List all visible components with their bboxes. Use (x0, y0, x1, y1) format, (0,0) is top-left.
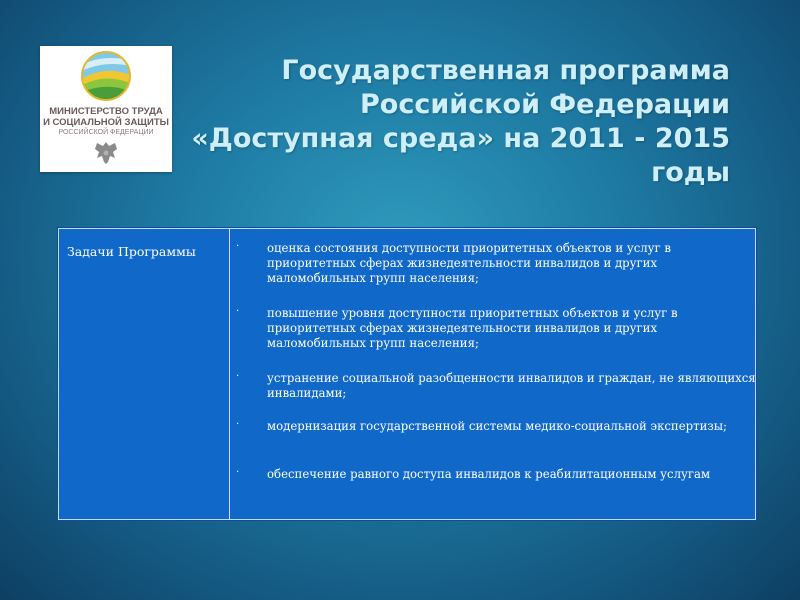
eagle-emblem-icon (95, 142, 117, 164)
list-item-text: повышение уровня доступности приоритетных объектов и услуг в приоритетных сферах жизнедеятельности инвалидов и других маломобильных групп населения; (267, 306, 678, 350)
list-item-text: модернизация государственной системы медико-социальной экспертизы; (267, 419, 727, 433)
ministry-logo (40, 46, 172, 172)
bullet-icon: · (236, 371, 240, 382)
list-item-text: оценка состояния доступности приоритетных объектов и услуг в приоритетных сферах жизнедеятельности инвалидов и других маломобильных групп населения; (267, 241, 671, 285)
table-label: Задачи Программы (67, 244, 196, 259)
bullet-icon: · (236, 306, 240, 317)
table-content-cell (230, 229, 755, 519)
logo-line-1: МИНИСТЕРСТВО ТРУДА (49, 106, 163, 117)
logo-line-3: РОССИЙСКОЙ ФЕДЕРАЦИИ (58, 129, 154, 136)
bullet-icon: · (236, 467, 240, 478)
title-line-1: Государственная программа (281, 55, 730, 86)
list-item-text: обеспечение равного доступа инвалидов к реабилитационным услугам (267, 467, 711, 481)
program-tasks-table (58, 228, 756, 520)
title-line-3: «Доступная среда» на 2011 - 2015 (191, 123, 730, 154)
bullet-icon: · (236, 419, 240, 430)
bullet-icon: · (236, 241, 240, 252)
logo-line-2: И СОЦИАЛЬНОЙ ЗАЩИТЫ (43, 117, 169, 128)
title-line-4: годы (651, 157, 730, 188)
page-title (170, 54, 730, 190)
list-item-text: устранение социальной разобщенности инвалидов и граждан, не являющихся инвалидами; (267, 371, 756, 400)
title-line-2: Российской Федерации (360, 89, 730, 120)
table-label-cell (59, 229, 230, 519)
